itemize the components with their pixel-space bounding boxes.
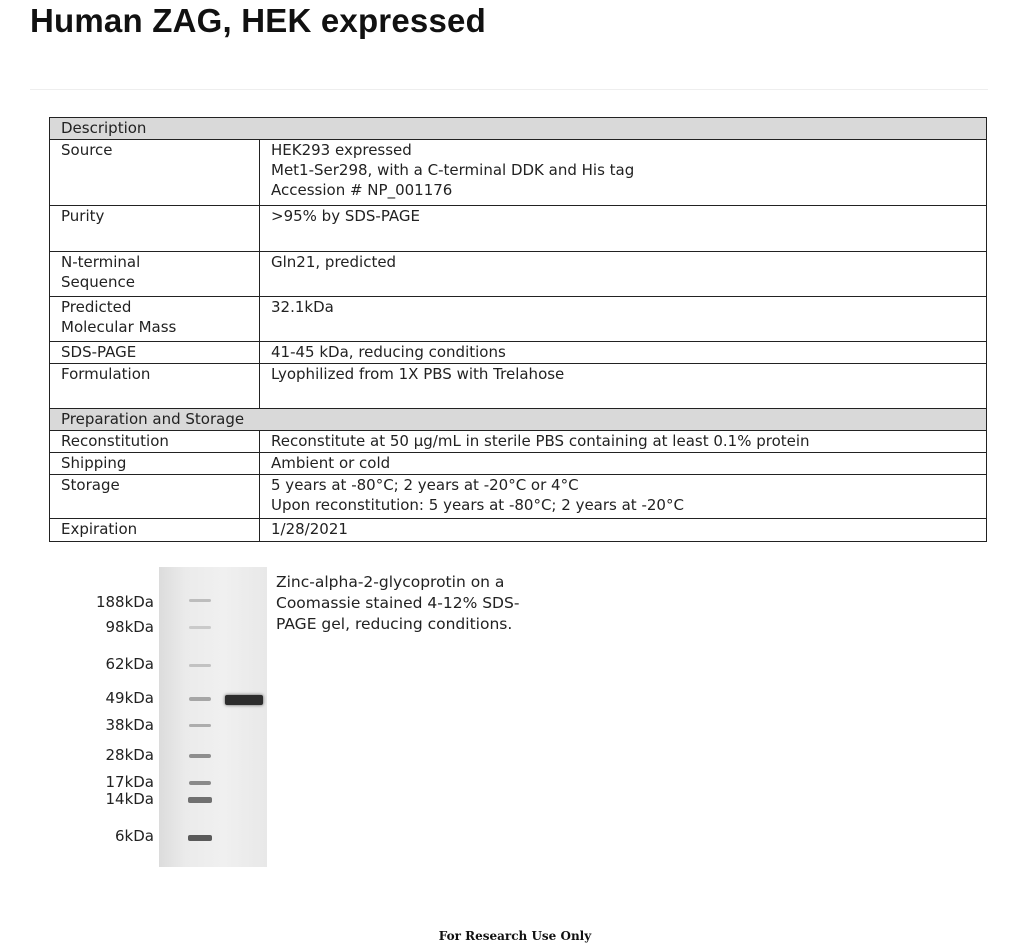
source-line: HEK293 expressed xyxy=(271,141,412,159)
description-section-header xyxy=(50,118,987,140)
row-value: Reconstitute at 50 µg/mL in sterile PBS containing at least 0.1% protein xyxy=(260,431,987,453)
row-value: Lyophilized from 1X PBS with Trelahose xyxy=(260,364,987,409)
zag-protein-band xyxy=(225,695,263,705)
spec-row-purity xyxy=(50,206,987,252)
row-label: Purity xyxy=(50,206,260,252)
caption-line: Zinc-alpha-2-glycoprotin on a xyxy=(276,573,505,591)
ladder-label: 38kDa xyxy=(105,716,154,734)
row-label: Storage xyxy=(50,475,260,519)
row-label: Source xyxy=(50,140,260,206)
row-value: Gln21, predicted xyxy=(260,252,987,297)
row-value: 1/28/2021 xyxy=(260,519,987,542)
row-label xyxy=(50,252,260,297)
ladder-band xyxy=(189,599,211,602)
spec-row-storage xyxy=(50,475,987,519)
gel-caption xyxy=(276,572,606,635)
ladder-label: 49kDa xyxy=(105,689,154,707)
storage-line: Upon reconstitution: 5 years at -80°C; 2 years at -20°C xyxy=(271,496,684,514)
preparation-section-header xyxy=(50,409,987,431)
row-value: 32.1kDa xyxy=(260,297,987,342)
spec-row-source xyxy=(50,140,987,206)
row-label xyxy=(50,297,260,342)
source-line: Accession # NP_001176 xyxy=(271,181,453,199)
label-line: N-terminal xyxy=(61,253,141,271)
row-value xyxy=(260,140,987,206)
row-label: Shipping xyxy=(50,453,260,475)
ladder-band xyxy=(189,664,211,667)
source-line: Met1-Ser298, with a C-terminal DDK and His tag xyxy=(271,161,635,179)
row-value xyxy=(260,475,987,519)
ladder-band xyxy=(189,697,211,701)
sds-page-gel-image xyxy=(159,567,267,867)
caption-line: PAGE gel, reducing conditions. xyxy=(276,615,513,633)
spec-row-sds-page xyxy=(50,342,987,364)
ladder-label: 17kDa xyxy=(105,773,154,791)
row-label: Expiration xyxy=(50,519,260,542)
spec-row-formulation xyxy=(50,364,987,409)
section-title-preparation: Preparation and Storage xyxy=(50,409,987,431)
ladder-band xyxy=(189,626,211,629)
ladder-band xyxy=(188,797,212,803)
label-line: Predicted xyxy=(61,298,132,316)
caption-line: Coomassie stained 4-12% SDS- xyxy=(276,594,520,612)
row-label: Reconstitution xyxy=(50,431,260,453)
ladder-band xyxy=(188,835,212,841)
storage-line: 5 years at -80°C; 2 years at -20°C or 4°C xyxy=(271,476,579,494)
spec-row-expiration xyxy=(50,519,987,542)
spec-row-reconstitution xyxy=(50,431,987,453)
label-line: Molecular Mass xyxy=(61,318,177,336)
spec-row-n-terminal xyxy=(50,252,987,297)
spec-row-molecular-mass xyxy=(50,297,987,342)
ladder-band xyxy=(189,724,211,727)
page-title: Human ZAG, HEK expressed xyxy=(30,2,486,39)
research-use-footer: For Research Use Only xyxy=(438,929,592,943)
spec-table xyxy=(49,117,987,542)
ladder-label: 6kDa xyxy=(115,827,154,845)
label-line: Sequence xyxy=(61,273,135,291)
ladder-label: 28kDa xyxy=(105,746,154,764)
ladder-label: 14kDa xyxy=(105,790,154,808)
ladder-band xyxy=(189,754,211,758)
title-divider xyxy=(30,89,988,90)
row-value: >95% by SDS-PAGE xyxy=(260,206,987,252)
ladder-label: 188kDa xyxy=(95,593,154,611)
ladder-label: 62kDa xyxy=(105,655,154,673)
section-title-description: Description xyxy=(50,118,987,140)
row-label: Formulation xyxy=(50,364,260,409)
row-label: SDS-PAGE xyxy=(50,342,260,364)
ladder-label: 98kDa xyxy=(105,618,154,636)
ladder-band xyxy=(189,781,211,785)
row-value: Ambient or cold xyxy=(260,453,987,475)
row-value: 41-45 kDa, reducing conditions xyxy=(260,342,987,364)
spec-row-shipping xyxy=(50,453,987,475)
